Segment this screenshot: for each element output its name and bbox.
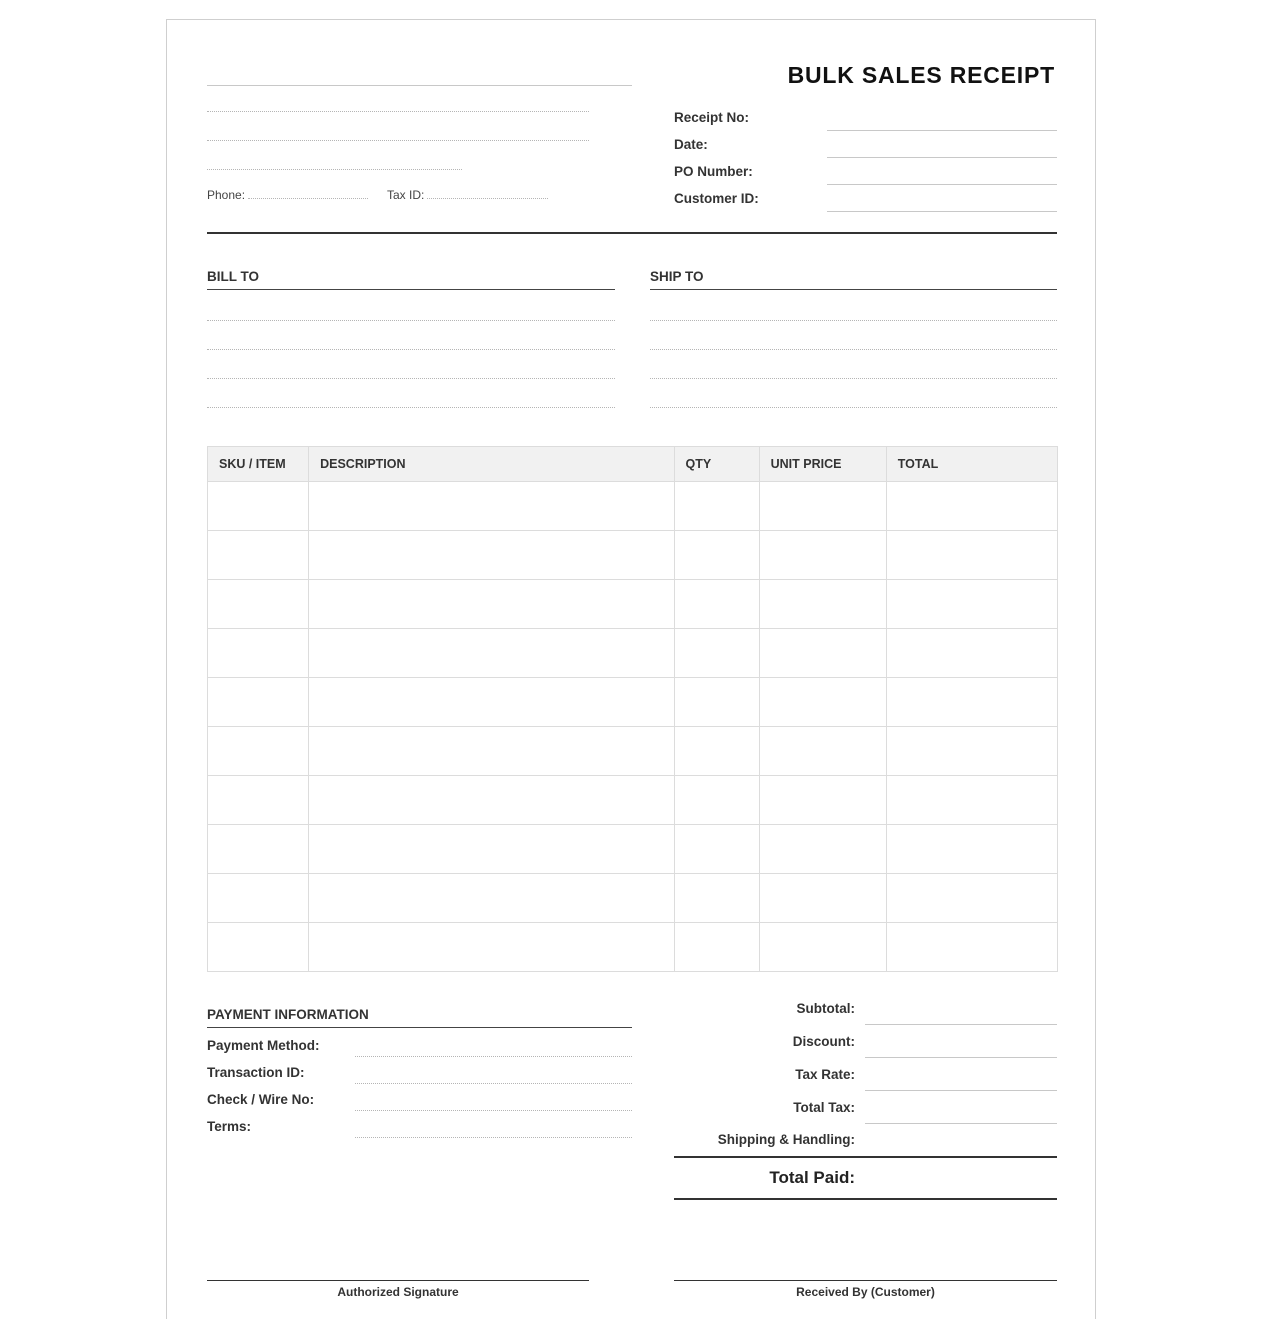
total-cell[interactable] xyxy=(886,482,1057,531)
date-label: Date: xyxy=(674,137,708,152)
sku-cell[interactable] xyxy=(208,825,309,874)
discount-label: Discount: xyxy=(792,1034,855,1049)
unit-price-cell[interactable] xyxy=(759,825,886,874)
address-line-3[interactable] xyxy=(207,169,462,170)
description-cell[interactable] xyxy=(309,678,674,727)
sku-cell[interactable] xyxy=(208,776,309,825)
description-cell[interactable] xyxy=(309,825,674,874)
sku-cell[interactable] xyxy=(208,482,309,531)
bill-to-line-4[interactable] xyxy=(207,407,615,408)
total-cell[interactable] xyxy=(886,776,1057,825)
address-line-2[interactable] xyxy=(207,140,589,141)
ship-to-line-3[interactable] xyxy=(650,378,1057,379)
table-row xyxy=(208,776,1058,825)
table-row xyxy=(208,531,1058,580)
header-divider xyxy=(207,232,1057,234)
bill-to-rule xyxy=(207,289,615,290)
description-cell[interactable] xyxy=(309,874,674,923)
payment-method-label: Payment Method: xyxy=(207,1038,320,1053)
description-cell[interactable] xyxy=(309,580,674,629)
ship-to-line-4[interactable] xyxy=(650,407,1057,408)
authorized-signature-line[interactable] xyxy=(207,1280,589,1281)
qty-cell[interactable] xyxy=(674,727,759,776)
sku-cell[interactable] xyxy=(208,531,309,580)
qty-cell[interactable] xyxy=(674,678,759,727)
date-field[interactable] xyxy=(827,157,1057,158)
col-unit-price: UNIT PRICE xyxy=(759,447,886,482)
total-cell[interactable] xyxy=(886,580,1057,629)
received-by-line[interactable] xyxy=(674,1280,1057,1281)
ship-to-title: SHIP TO xyxy=(650,269,704,284)
description-cell[interactable] xyxy=(309,482,674,531)
transaction-id-label: Transaction ID: xyxy=(207,1065,305,1080)
ship-to-line-1[interactable] xyxy=(650,320,1057,321)
received-by-label: Received By (Customer) xyxy=(796,1285,935,1299)
total-cell[interactable] xyxy=(886,874,1057,923)
payment-title: PAYMENT INFORMATION xyxy=(207,1007,369,1022)
total-paid-label: Total Paid: xyxy=(769,1168,855,1187)
unit-price-cell[interactable] xyxy=(759,874,886,923)
qty-cell[interactable] xyxy=(674,629,759,678)
subtotal-label: Subtotal: xyxy=(796,1001,855,1016)
col-total: TOTAL xyxy=(886,447,1057,482)
ship-to-line-2[interactable] xyxy=(650,349,1057,350)
po-number-field[interactable] xyxy=(827,184,1057,185)
sku-cell[interactable] xyxy=(208,923,309,972)
qty-cell[interactable] xyxy=(674,923,759,972)
table-row xyxy=(208,825,1058,874)
qty-cell[interactable] xyxy=(674,531,759,580)
unit-price-cell[interactable] xyxy=(759,923,886,972)
table-row xyxy=(208,923,1058,972)
sku-cell[interactable] xyxy=(208,580,309,629)
unit-price-cell[interactable] xyxy=(759,678,886,727)
description-cell[interactable] xyxy=(309,727,674,776)
total-cell[interactable] xyxy=(886,727,1057,776)
qty-cell[interactable] xyxy=(674,825,759,874)
authorized-signature-label: Authorized Signature xyxy=(337,1285,459,1299)
total-paid-bottom-rule xyxy=(674,1198,1057,1200)
description-cell[interactable] xyxy=(309,776,674,825)
description-cell[interactable] xyxy=(309,629,674,678)
receipt-no-label: Receipt No: xyxy=(674,110,750,125)
bill-to-line-3[interactable] xyxy=(207,378,615,379)
unit-price-cell[interactable] xyxy=(759,580,886,629)
total-tax-label: Total Tax: xyxy=(793,1100,855,1115)
table-row xyxy=(208,580,1058,629)
unit-price-cell[interactable] xyxy=(759,776,886,825)
unit-price-cell[interactable] xyxy=(759,629,886,678)
table-row xyxy=(208,629,1058,678)
col-sku: SKU / ITEM xyxy=(208,447,309,482)
sku-cell[interactable] xyxy=(208,874,309,923)
table-row xyxy=(208,678,1058,727)
items-header-row xyxy=(208,447,1058,482)
receipt-title: BULK SALES RECEIPT xyxy=(787,62,1055,88)
total-cell[interactable] xyxy=(886,678,1057,727)
phone-field[interactable] xyxy=(248,198,368,199)
qty-cell[interactable] xyxy=(674,482,759,531)
bill-to-line-1[interactable] xyxy=(207,320,615,321)
total-cell[interactable] xyxy=(886,825,1057,874)
total-cell[interactable] xyxy=(886,923,1057,972)
total-paid-top-rule xyxy=(674,1156,1057,1158)
total-cell[interactable] xyxy=(886,531,1057,580)
terms-label: Terms: xyxy=(207,1119,252,1134)
payment-rule xyxy=(207,1027,632,1028)
discount-field[interactable] xyxy=(865,1057,1057,1058)
table-row xyxy=(208,727,1058,776)
col-qty: QTY xyxy=(674,447,759,482)
company-name-line[interactable] xyxy=(207,85,632,86)
description-cell[interactable] xyxy=(309,531,674,580)
sku-cell[interactable] xyxy=(208,678,309,727)
unit-price-cell[interactable] xyxy=(759,727,886,776)
items-table xyxy=(207,446,1058,972)
subtotal-field[interactable] xyxy=(865,1024,1057,1025)
customer-id-label: Customer ID: xyxy=(674,191,759,206)
unit-price-cell[interactable] xyxy=(759,482,886,531)
po-number-label: PO Number: xyxy=(674,164,753,179)
sku-cell[interactable] xyxy=(208,727,309,776)
qty-cell[interactable] xyxy=(674,580,759,629)
address-line-1[interactable] xyxy=(207,111,589,112)
qty-cell[interactable] xyxy=(674,874,759,923)
ship-to-rule xyxy=(650,289,1057,290)
receipt-page xyxy=(166,19,1096,1319)
shipping-label: Shipping & Handling: xyxy=(717,1132,855,1147)
tax-rate-field[interactable] xyxy=(865,1090,1057,1091)
unit-price-cell[interactable] xyxy=(759,531,886,580)
customer-id-field[interactable] xyxy=(827,211,1057,212)
description-cell[interactable] xyxy=(309,923,674,972)
tax-id-field[interactable] xyxy=(427,198,548,199)
transaction-id-field[interactable] xyxy=(355,1083,632,1084)
table-row xyxy=(208,482,1058,531)
receipt-no-field[interactable] xyxy=(827,130,1057,131)
check-wire-label: Check / Wire No: xyxy=(207,1092,315,1107)
payment-method-field[interactable] xyxy=(355,1056,632,1057)
total-tax-field[interactable] xyxy=(865,1123,1057,1124)
tax-rate-label: Tax Rate: xyxy=(795,1067,855,1082)
col-description: DESCRIPTION xyxy=(309,447,674,482)
total-cell[interactable] xyxy=(886,629,1057,678)
bill-to-line-2[interactable] xyxy=(207,349,615,350)
phone-label: Phone: xyxy=(207,188,246,202)
qty-cell[interactable] xyxy=(674,776,759,825)
tax-id-label: Tax ID: xyxy=(387,188,425,202)
sku-cell[interactable] xyxy=(208,629,309,678)
bill-to-title: BILL TO xyxy=(207,269,260,284)
table-row xyxy=(208,874,1058,923)
